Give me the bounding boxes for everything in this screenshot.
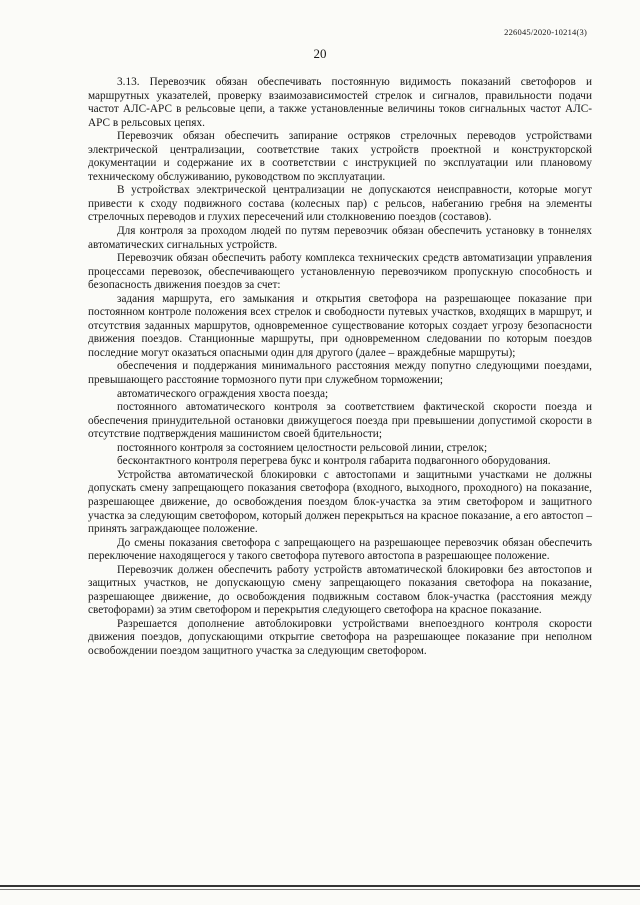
- paragraph-3-13: 3.13. Перевозчик обязан обеспечивать постоянную видимость показаний светофоров и маршрутных указателей, проверку взаимозависимостей стрелок и сигналов, правильности подачи частот АЛС-АРС в рельсовые цепи, а также установленные величины токов сигнальных частот АЛС-АРС в рельсовых цепях.: [88, 76, 592, 129]
- paragraph-speed-control-addition: Разрешается дополнение автоблокировки устройствами внепоездного контроля скорости движения поездов, допускающими открытие светофора на разрешающее показание при неполном освобождении поездом защитного участка за следующим светофором.: [88, 617, 592, 657]
- bottom-border-line-secondary: [0, 889, 640, 890]
- list-item-axle-box-control: бесконтактного контроля перегрева букс и контроля габарита подвагонного оборудования.: [117, 455, 551, 468]
- paragraph-automation-complex: Перевозчик обязан обеспечить работу комплекса технических средств автоматизации управления процессами перевозок, обеспечивающего установленную перевозчиком пропускную способность и безопасность движения поездов за счет:: [88, 252, 592, 292]
- page-number: 20: [313, 46, 327, 61]
- paragraph-trainstop-switching: До смены показания светофора с запрещающего на разрешающее перевозчик обязан обеспечить переключение находящегося у такого светофора путевого автостопа в разрешающее положение.: [88, 536, 592, 563]
- paragraph-switch-locking: Перевозчик обязан обеспечить запирание остряков стрелочных переводов устройствами электрической централизации, соответствие таких устройств проектной и конструкторской документации и содержание их в соответствии с инструкцией по эксплуатации или плановому техническому обслуживанию, руководством по эксплуатации.: [88, 130, 592, 183]
- list-item-tail-protection: автоматического ограждения хвоста поезда;: [117, 387, 329, 400]
- document-registration-number: 226045/2020-10214(3): [504, 27, 587, 37]
- bottom-border-line: [0, 885, 640, 887]
- list-item-route-setting: задания маршрута, его замыкания и открытия светофора на разрешающее показание при постоянном контроле положения всех стрелок и свободности путевых участков, входящих в маршрут, и отсутствия заданных маршрутов, одновременное существование которых создает угрозу безопасности движения поездов. Станционные маршруты, при одновременном следовании по которым поездов последние могут оказаться опасными один для другого (далее – враждебные маршруты);: [88, 292, 592, 359]
- paragraph-interlocking-faults: В устройствах электрической централизации не допускаются неисправности, которые могут привести к сходу подвижного состава (колесных пар) с рельсов, набеганию гребня на элементы стрелочных переводов и глухих пересечений или столкновению поездов (составов).: [88, 184, 592, 224]
- list-item-rail-integrity: постоянного контроля за состоянием целостности рельсовой линии, стрелок;: [117, 441, 488, 454]
- paragraph-tunnel-signaling: Для контроля за проходом людей по путям перевозчик обязан обеспечить установку в тоннелях автоматических сигнальных устройств.: [88, 225, 592, 251]
- paragraph-autoblock-without-trainstops: Перевозчик должен обеспечить работу устройств автоматической блокировки без автостопов и защитных участков, не допускающую смену запрещающего показания светофора на показание, разрешающее движение, до освобождения подвижным составом блок-участка (расстояния между светофорами) за этим светофором и перекрытия следующего светофора на красное показание.: [88, 563, 592, 617]
- list-item-speed-control: постоянного автоматического контроля за соответствием фактической скорости поезда и обеспечения принудительной остановки движущегося поезда при превышении допустимой скорости в отсутствие подтверждения машинистом своей бдительности;: [88, 401, 592, 441]
- paragraph-autoblock-with-trainstops: Устройства автоматической блокировки с автостопами и защитными участками не должны допускать смену запрещающего показания светофора (входного, выходного, проходного) на показание, разрешающее движение, до освобождения поездом блок-участка за этим светофором и защитного участка за следующим светофором, который должен перекрыться на красное показание, а его автостоп – принять заграждающее положение.: [88, 468, 592, 536]
- list-item-minimum-distance: обеспечения и поддержания минимального расстояния между попутно следующими поездами, превышающего расстояние тормозного пути при служебном торможении;: [88, 360, 592, 387]
- document-body: [88, 76, 592, 659]
